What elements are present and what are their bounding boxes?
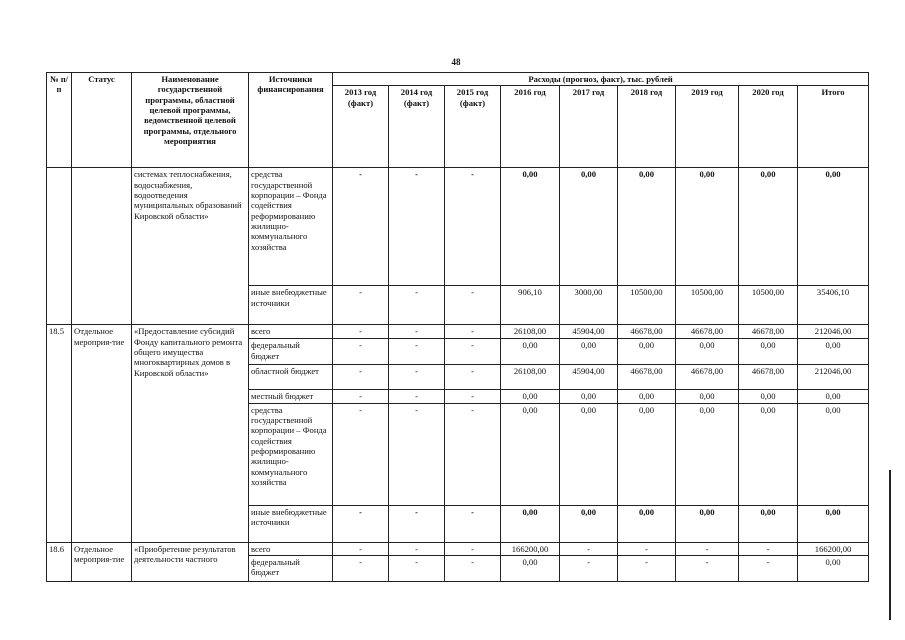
value-cell: - [333, 403, 389, 505]
value-cell: 0,00 [560, 505, 618, 542]
item-number: 18.5 [47, 325, 72, 542]
value-cell: - [333, 325, 389, 339]
header-expenses: Расходы (прогноз, факт), тыс. рублей [333, 73, 869, 86]
value-cell: - [389, 325, 445, 339]
value-cell: 10500,00 [676, 286, 739, 325]
source-cell: всего [249, 542, 333, 555]
value-cell: - [389, 542, 445, 555]
table-row [47, 542, 869, 555]
item-status: Отдельное мероприя-тие [72, 325, 132, 542]
value-cell: 3000,00 [560, 286, 618, 325]
value-cell: 35406,10 [798, 286, 869, 325]
header-row [47, 73, 869, 86]
source-cell: федеральный бюджет [249, 555, 333, 581]
value-cell: 46678,00 [739, 365, 798, 390]
value-cell: - [389, 365, 445, 390]
value-cell: - [445, 339, 501, 365]
value-cell: - [333, 555, 389, 581]
value-cell: 0,00 [676, 505, 739, 542]
header-num: № п/п [47, 73, 72, 168]
value-cell: - [333, 542, 389, 555]
value-cell: 0,00 [501, 555, 560, 581]
value-cell: 0,00 [676, 168, 739, 286]
item-name: «Предоставление субсидий Фонду капитального ремонта общего имущества многоквартирных домов в Кировской области» [132, 325, 249, 542]
page-number: 48 [451, 57, 461, 67]
value-cell: 0,00 [676, 390, 739, 403]
header-year-2014: 2014 год (факт) [389, 86, 445, 168]
value-cell: - [676, 555, 739, 581]
value-cell: - [445, 555, 501, 581]
value-cell: - [389, 390, 445, 403]
value-cell: 0,00 [560, 403, 618, 505]
value-cell: 166200,00 [501, 542, 560, 555]
value-cell: - [333, 286, 389, 325]
value-cell: 0,00 [618, 390, 676, 403]
value-cell: 0,00 [560, 168, 618, 286]
value-cell: 0,00 [798, 403, 869, 505]
source-cell: средства государственной корпорации – Фонда содействия реформированию жилищно-коммунального хозяйства [249, 403, 333, 505]
value-cell: 0,00 [798, 555, 869, 581]
value-cell: - [389, 505, 445, 542]
value-cell: 10500,00 [618, 286, 676, 325]
value-cell: 0,00 [618, 339, 676, 365]
value-cell: 0,00 [676, 339, 739, 365]
budget-table [46, 72, 869, 582]
value-cell: - [333, 390, 389, 403]
value-cell: - [676, 542, 739, 555]
header-year-2016: 2016 год [501, 86, 560, 168]
source-cell: иные внебюджетные источники [249, 286, 333, 325]
value-cell: 0,00 [501, 339, 560, 365]
value-cell: 0,00 [618, 403, 676, 505]
value-cell: 46678,00 [618, 325, 676, 339]
value-cell: 0,00 [739, 168, 798, 286]
value-cell: 906,10 [501, 286, 560, 325]
header-source: Источники финансирования [249, 73, 333, 168]
cont-name: системах теплоснабжения, водоснабжения, водоотведения муниципальных образований Кировской области» [132, 168, 249, 325]
value-cell: 0,00 [501, 505, 560, 542]
value-cell: - [445, 365, 501, 390]
header-year-2020: 2020 год [739, 86, 798, 168]
item-number: 18.6 [47, 542, 72, 581]
value-cell: 0,00 [501, 168, 560, 286]
header-name: Наименование государственной программы, областной целевой программы, ведомственной целевой программы, отдельного мероприятия [132, 73, 249, 168]
value-cell: 0,00 [739, 505, 798, 542]
header-year-2015: 2015 год (факт) [445, 86, 501, 168]
value-cell: - [445, 325, 501, 339]
value-cell: 0,00 [798, 390, 869, 403]
value-cell: 26108,00 [501, 365, 560, 390]
cont-num [47, 168, 72, 325]
value-cell: 46678,00 [676, 365, 739, 390]
value-cell: - [333, 505, 389, 542]
header-year-2018: 2018 год [618, 86, 676, 168]
value-cell: - [445, 390, 501, 403]
value-cell: - [389, 555, 445, 581]
source-cell: федеральный бюджет [249, 339, 333, 365]
header-status: Статус [72, 73, 132, 168]
value-cell: 166200,00 [798, 542, 869, 555]
value-cell: 0,00 [798, 339, 869, 365]
value-cell: - [560, 555, 618, 581]
value-cell: - [333, 168, 389, 286]
value-cell: - [445, 286, 501, 325]
value-cell: 0,00 [739, 339, 798, 365]
header-year-2019: 2019 год [676, 86, 739, 168]
value-cell: 10500,00 [739, 286, 798, 325]
value-cell: - [739, 542, 798, 555]
value-cell: - [445, 505, 501, 542]
item-name: «Приобретение результатов деятельности частного [132, 542, 249, 581]
value-cell: 45904,00 [560, 325, 618, 339]
value-cell: - [560, 542, 618, 555]
header-year-2017: 2017 год [560, 86, 618, 168]
value-cell: 0,00 [798, 505, 869, 542]
value-cell: 46678,00 [676, 325, 739, 339]
cont-status [72, 168, 132, 325]
value-cell: - [333, 339, 389, 365]
value-cell: 45904,00 [560, 365, 618, 390]
value-cell: - [389, 286, 445, 325]
table-row [47, 168, 869, 286]
value-cell: - [445, 542, 501, 555]
value-cell: 0,00 [618, 505, 676, 542]
value-cell: 0,00 [560, 390, 618, 403]
value-cell: 0,00 [739, 390, 798, 403]
value-cell: - [389, 168, 445, 286]
value-cell: - [618, 542, 676, 555]
source-cell: областной бюджет [249, 365, 333, 390]
value-cell: 0,00 [798, 168, 869, 286]
header-total: Итого [798, 86, 869, 168]
value-cell: - [445, 168, 501, 286]
value-cell: 46678,00 [618, 365, 676, 390]
value-cell: - [445, 403, 501, 505]
source-cell: местный бюджет [249, 390, 333, 403]
value-cell: - [333, 365, 389, 390]
value-cell: 0,00 [501, 390, 560, 403]
value-cell: 46678,00 [739, 325, 798, 339]
header-year-2013: 2013 год (факт) [333, 86, 389, 168]
value-cell: 212046,00 [798, 365, 869, 390]
value-cell: - [739, 555, 798, 581]
value-cell: - [389, 403, 445, 505]
value-cell: 0,00 [676, 403, 739, 505]
value-cell: - [618, 555, 676, 581]
value-cell: 212046,00 [798, 325, 869, 339]
value-cell: 0,00 [560, 339, 618, 365]
table-row [47, 325, 869, 339]
item-status: Отдельное мероприя-тие [72, 542, 132, 581]
value-cell: 0,00 [501, 403, 560, 505]
source-cell: всего [249, 325, 333, 339]
value-cell: 0,00 [739, 403, 798, 505]
value-cell: 0,00 [618, 168, 676, 286]
margin-rule [889, 470, 891, 620]
value-cell: - [389, 339, 445, 365]
source-cell: средства государственной корпорации – Фонда содействия реформированию жилищно-коммунального хозяйства [249, 168, 333, 286]
value-cell: 26108,00 [501, 325, 560, 339]
source-cell: иные внебюджетные источники [249, 505, 333, 542]
